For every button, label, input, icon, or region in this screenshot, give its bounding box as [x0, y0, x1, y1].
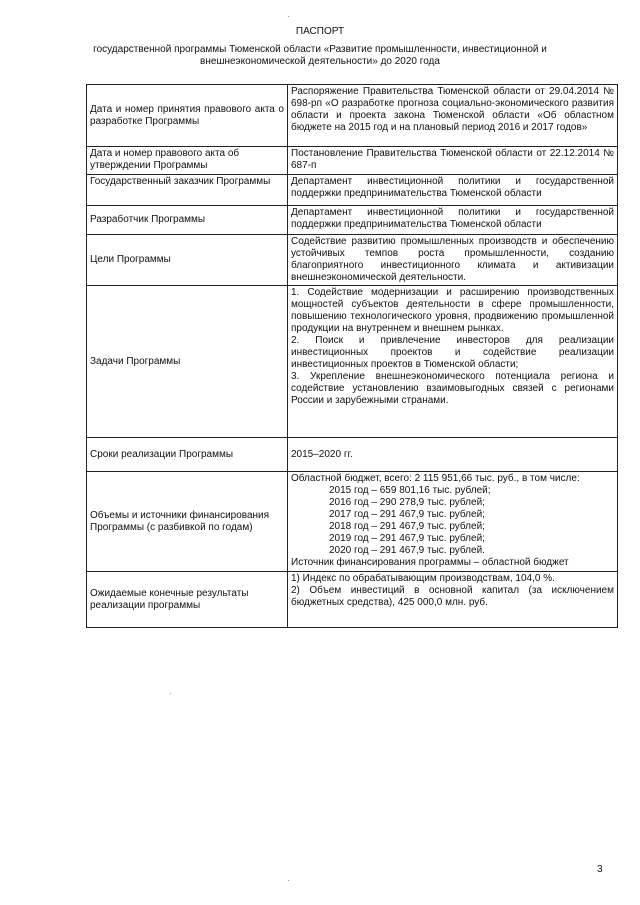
funding-year: 2019 год – 291 467,9 тыс. рублей;: [329, 533, 485, 544]
row-value: Распоряжение Правительства Тюменской области от 29.04.2014 № 698-рп «О разработке прогноза социально-экономического развития области и проекта закона Тюменской области «Об областном бюджете на 2015 год и на плановый период 2016 и 2017 годов»: [288, 85, 618, 147]
row-value: 2015–2020 гг.: [288, 438, 618, 472]
row-label: Государственный заказчик Программы: [87, 175, 288, 206]
row-value: Содействие развитию промышленных производств и обеспечению устойчивых темпов роста промышленности, созданию благоприятного инвестиционного климата и активизации внешнеэкономической деятельности.: [288, 235, 618, 286]
funding-source: Источник финансирования программы – областной бюджет: [291, 557, 569, 568]
funding-year: 2020 год – 291 467,9 тыс. рублей.: [329, 545, 485, 556]
row-label: Цели Программы: [87, 235, 288, 286]
row-label: Задачи Программы: [87, 286, 288, 438]
table-row-funding: [87, 472, 618, 572]
row-value: [288, 472, 618, 572]
row-value: Постановление Правительства Тюменской области от 22.12.2014 № 687-п: [288, 147, 618, 175]
document-title: ПАСПОРТ: [295, 26, 345, 37]
scan-speck: [170, 693, 171, 694]
document-subtitle-line1: государственной программы Тюменской области «Развитие промышленности, инвестиционной и: [93, 44, 547, 55]
scan-speck: [288, 16, 289, 17]
row-value: Департамент инвестиционной политики и государственной поддержки предпринимательства Тюменской области: [288, 175, 618, 206]
table-row-goals: [87, 235, 618, 286]
page-number: 3: [597, 864, 603, 875]
passport-table: [86, 84, 618, 628]
table-row-period: [87, 438, 618, 472]
row-value: [288, 572, 618, 628]
table-row-results: [87, 572, 618, 628]
result-item: 2) Объем инвестиций в основной капитал (за исключением бюджетных средства), 425 000,0 млн. руб.: [291, 585, 614, 608]
table-row-legal-act: [87, 85, 618, 147]
row-label: Ожидаемые конечные результаты реализации программы: [87, 572, 288, 628]
result-item: 1) Индекс по обрабатывающим производствам, 104,0 %.: [291, 573, 555, 584]
scan-speck: [288, 880, 289, 881]
funding-year: 2016 год – 290 278,9 тыс. рублей;: [329, 497, 485, 508]
row-value: [288, 286, 618, 438]
task-item: 3. Укрепление внешнеэкономического потенциала региона и содействие установлению взаимовыгодных связей с регионами России и зарубежными странами.: [291, 371, 614, 406]
table-row-customer: [87, 175, 618, 206]
task-item: 1. Содействие модернизации и расширению производственных мощностей субъектов деятельности в сфере промышленности, повышению технологического уровня, продвижению промышленной продукции на внутреннем и внешнем рынках.: [291, 287, 614, 334]
task-item: 2. Поиск и привлечение инвесторов для реализации инвестиционных проектов и содействие реализации инвестиционных проектов в Тюменской области;: [291, 335, 614, 370]
row-label: Объемы и источники финансирования Программы (с разбивкой по годам): [87, 472, 288, 572]
funding-year: 2017 год – 291 467,9 тыс. рублей;: [329, 509, 485, 520]
funding-total: Областной бюджет, всего: 2 115 951,66 тыс. руб., в том числе:: [291, 473, 580, 484]
document-subtitle-line2: внешнеэкономической деятельности» до 2020 года: [200, 56, 440, 67]
funding-year: 2015 год – 659 801,16 тыс. рублей;: [329, 485, 491, 496]
row-label: Сроки реализации Программы: [87, 438, 288, 472]
row-value: Департамент инвестиционной политики и государственной поддержки предпринимательства Тюменской области: [288, 206, 618, 235]
table-row-developer: [87, 206, 618, 235]
table-row-approval-act: [87, 147, 618, 175]
funding-year: 2018 год – 291 467,9 тыс. рублей;: [329, 521, 485, 532]
row-label: Дата и номер принятия правового акта о разработке Программы: [87, 85, 288, 147]
row-label: Разработчик Программы: [87, 206, 288, 235]
table-row-tasks: [87, 286, 618, 438]
row-label: Дата и номер правового акта об утверждении Программы: [87, 147, 288, 175]
